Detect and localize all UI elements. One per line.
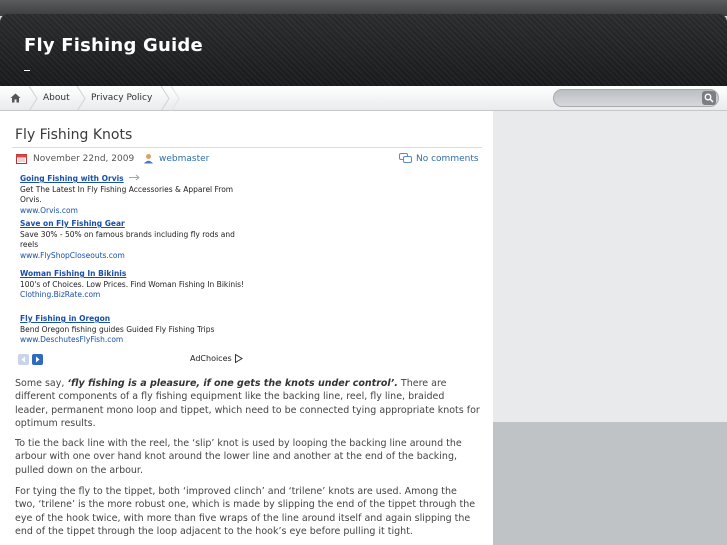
ad-title[interactable]: Woman Fishing In Bikinis: [20, 269, 127, 278]
post-paragraph-2: To tie the back line with the reel, the ‘slip’ knot is used by looping the backing line around the arbour with one over hand knot around the lower line and another at the end of the backing, pulled down on the arbour.: [15, 438, 462, 476]
ad-prev-button[interactable]: [18, 354, 29, 365]
ad-text: Bend Oregon fishing guides Guided Fly Fishing Trips: [20, 324, 215, 334]
next-arrow-icon: [34, 356, 41, 363]
ad-url[interactable]: www.Orvis.com: [20, 205, 78, 215]
ad-next-button[interactable]: [32, 354, 43, 365]
ad-unit-1[interactable]: [20, 174, 250, 216]
ad-url[interactable]: www.FlyShopCloseouts.com: [20, 250, 125, 260]
post-date: [16, 153, 134, 164]
nav-home[interactable]: [4, 90, 26, 106]
nav-item-privacy-policy[interactable]: Privacy Policy: [91, 93, 153, 103]
ad-text: Save 30% - 50% on famous brands including fly rods and reels: [20, 229, 235, 249]
calendar-icon: [16, 153, 27, 164]
meta-divider: [12, 147, 482, 148]
ad-url[interactable]: Clothing.BizRate.com: [20, 290, 101, 299]
ad-title[interactable]: Save on Fly Fishing Gear: [20, 219, 125, 228]
adchoices-label: AdChoices: [190, 354, 232, 363]
site-header: [0, 14, 727, 86]
search-input[interactable]: [562, 91, 697, 105]
ad-arrow-icon: [128, 174, 142, 181]
ad-unit-2[interactable]: [20, 219, 250, 261]
comments-link[interactable]: No comments: [416, 153, 479, 164]
post-paragraph-1: [15, 377, 480, 430]
nav-separator: [170, 86, 180, 111]
nav-item-about[interactable]: About: [43, 93, 70, 103]
comments-icon: [399, 153, 412, 164]
ad-text: Get The Latest In Fly Fishing Accessories & Apparel From Orvis.: [20, 184, 234, 204]
author-link[interactable]: webmaster: [159, 153, 210, 164]
nav-separator: [28, 86, 38, 111]
post-title[interactable]: Fly Fishing Knots: [15, 127, 133, 143]
ad-unit-3[interactable]: [20, 269, 250, 301]
site-title[interactable]: Fly Fishing Guide: [24, 35, 203, 56]
paragraph-text: Some say,: [15, 378, 68, 389]
post-author: [143, 153, 209, 164]
paragraph-text: There are different components of a fly fishing equipment like the backing line, reel, fly line, braided leader, permanent mono loop and tippet, which need to be connected tying appropriate knots for optimum results.: [15, 378, 480, 429]
search-button[interactable]: [702, 91, 716, 105]
ad-text: 100's of Choices. Low Prices. Find Woman Fishing In Bikinis!: [20, 279, 245, 289]
emphasis-quote: ‘fly fishing is a pleasure, if one gets the knots under control’.: [67, 378, 398, 389]
sidebar: [493, 111, 727, 422]
ad-title[interactable]: Going Fishing with Orvis: [20, 174, 124, 183]
nav-separator: [76, 86, 86, 111]
sidebar-lower: [493, 422, 727, 545]
post-paragraph-3: For tying the fly to the tippet, both ‘improved clinch’ and ‘trilene’ knots are used. Among the two, ‘trilene’ is the more robust one, which is made by slipping the end of the tippet through the eye of the hook twice, with more than five wraps of the line around itself and again slipping the end of the tippet through the loop adjacent to the hook’s eye before pulling it tight.: [15, 486, 476, 537]
prev-arrow-icon: [20, 356, 27, 363]
title-underline: [24, 70, 30, 71]
adchoices-link[interactable]: [190, 354, 243, 363]
search-box: [553, 89, 719, 107]
ad-unit-4[interactable]: [20, 314, 250, 346]
home-icon: [10, 93, 21, 103]
ad-url[interactable]: www.DeschutesFlyFish.com: [20, 335, 124, 344]
user-icon: [143, 153, 154, 164]
search-icon: [704, 93, 714, 103]
nav-separator: [160, 86, 170, 111]
ad-title[interactable]: Fly Fishing in Oregon: [20, 314, 111, 323]
post-comments: [399, 153, 479, 164]
post-date-text: November 22nd, 2009: [33, 153, 135, 164]
adchoices-icon: [234, 354, 243, 363]
